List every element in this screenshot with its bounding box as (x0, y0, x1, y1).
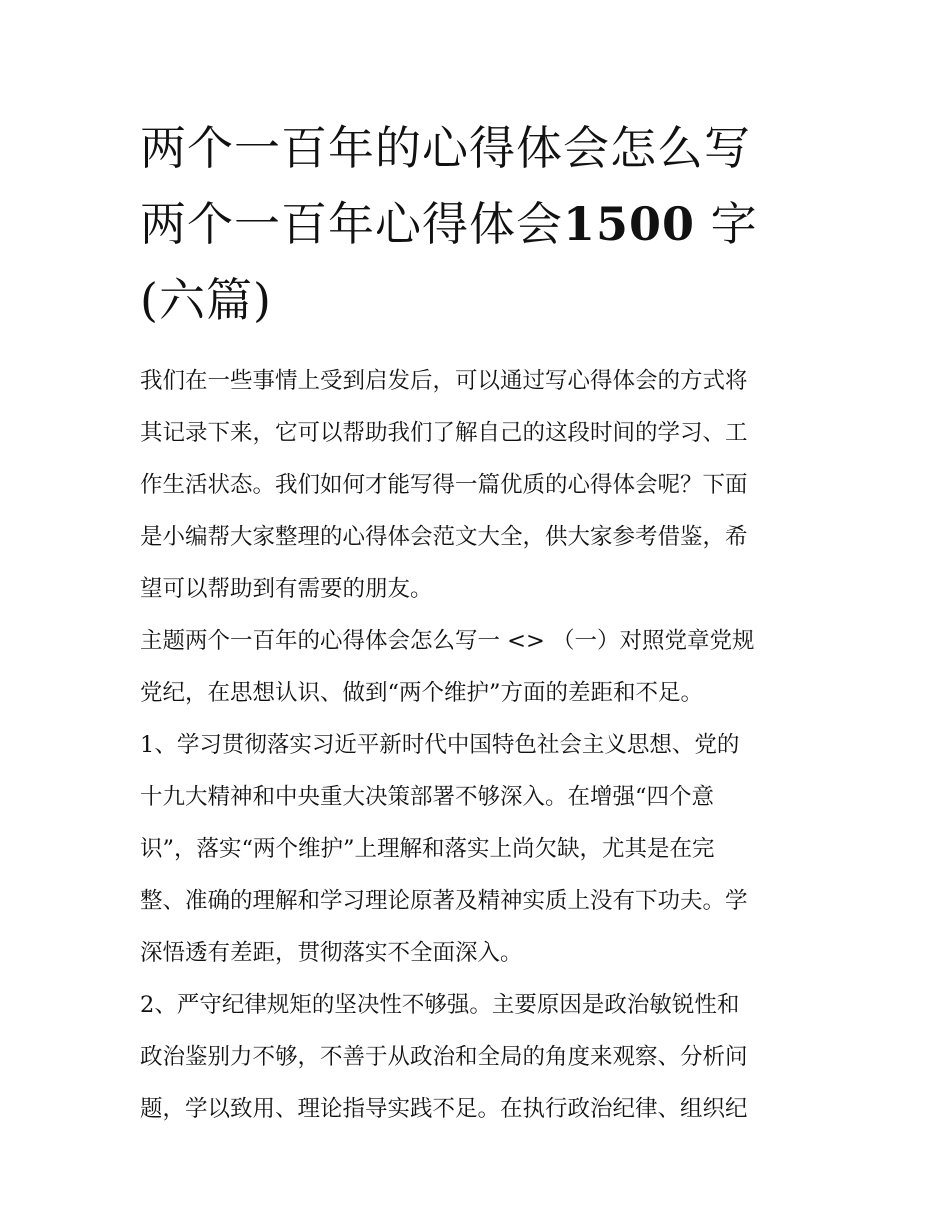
line: 题，学以致用、理论指导实践不足。在执行政治纪律、组织纪 (140, 1096, 748, 1122)
title-line-1: 两个一百年的心得体会怎么写 (140, 121, 751, 175)
title-line-2-text: 两个一百年心得体会 (140, 197, 563, 251)
paragraph-item-2 (140, 979, 812, 1135)
title-line-2-number: 1500 (563, 197, 696, 251)
line: 主题两个一百年的心得体会怎么写一 <> （一）对照党章党规 (140, 628, 755, 654)
line: 其记录下来，它可以帮助我们了解自己的这段时间的学习、工 (140, 420, 748, 446)
line: 2、严守纪律规矩的坚决性不够强。主要原因是政治敏锐性和 (140, 992, 740, 1018)
paragraph-item-1 (140, 719, 812, 979)
title-line-2 (140, 186, 820, 262)
line: 是小编帮大家整理的心得体会范文大全，供大家参考借鉴，希 (140, 524, 748, 550)
line: 政治鉴别力不够，不善于从政治和全局的角度来观察、分析问 (140, 1044, 748, 1070)
line: 我们在一些事情上受到启发后，可以通过写心得体会的方式将 (140, 368, 748, 394)
line: 十九大精神和中央重大决策部署不够深入。在增强“四个意 (140, 784, 715, 810)
line: 党纪，在思想认识、做到“两个维护”方面的差距和不足。 (140, 680, 704, 706)
line: 深悟透有差距，贯彻落实不全面深入。 (140, 940, 523, 966)
title-line-3: (六篇) (140, 273, 272, 327)
line: 识”，落实“两个维护”上理解和落实上尚欠缺，尤其是在完 (140, 836, 715, 862)
document-body (140, 355, 812, 1135)
paragraph-topic (140, 615, 812, 719)
document-title (140, 110, 820, 338)
line: 作生活状态。我们如何才能写得一篇优质的心得体会呢？下面 (140, 472, 748, 498)
line: 望可以帮助到有需要的朋友。 (140, 576, 433, 602)
line: 1、学习贯彻落实习近平新时代中国特色社会主义思想、党的 (140, 732, 740, 758)
line: 整、准确的理解和学习理论原著及精神实质上没有下功夫。学 (140, 888, 748, 914)
paragraph-intro (140, 355, 812, 615)
title-line-2-suffix: 字 (695, 197, 758, 251)
